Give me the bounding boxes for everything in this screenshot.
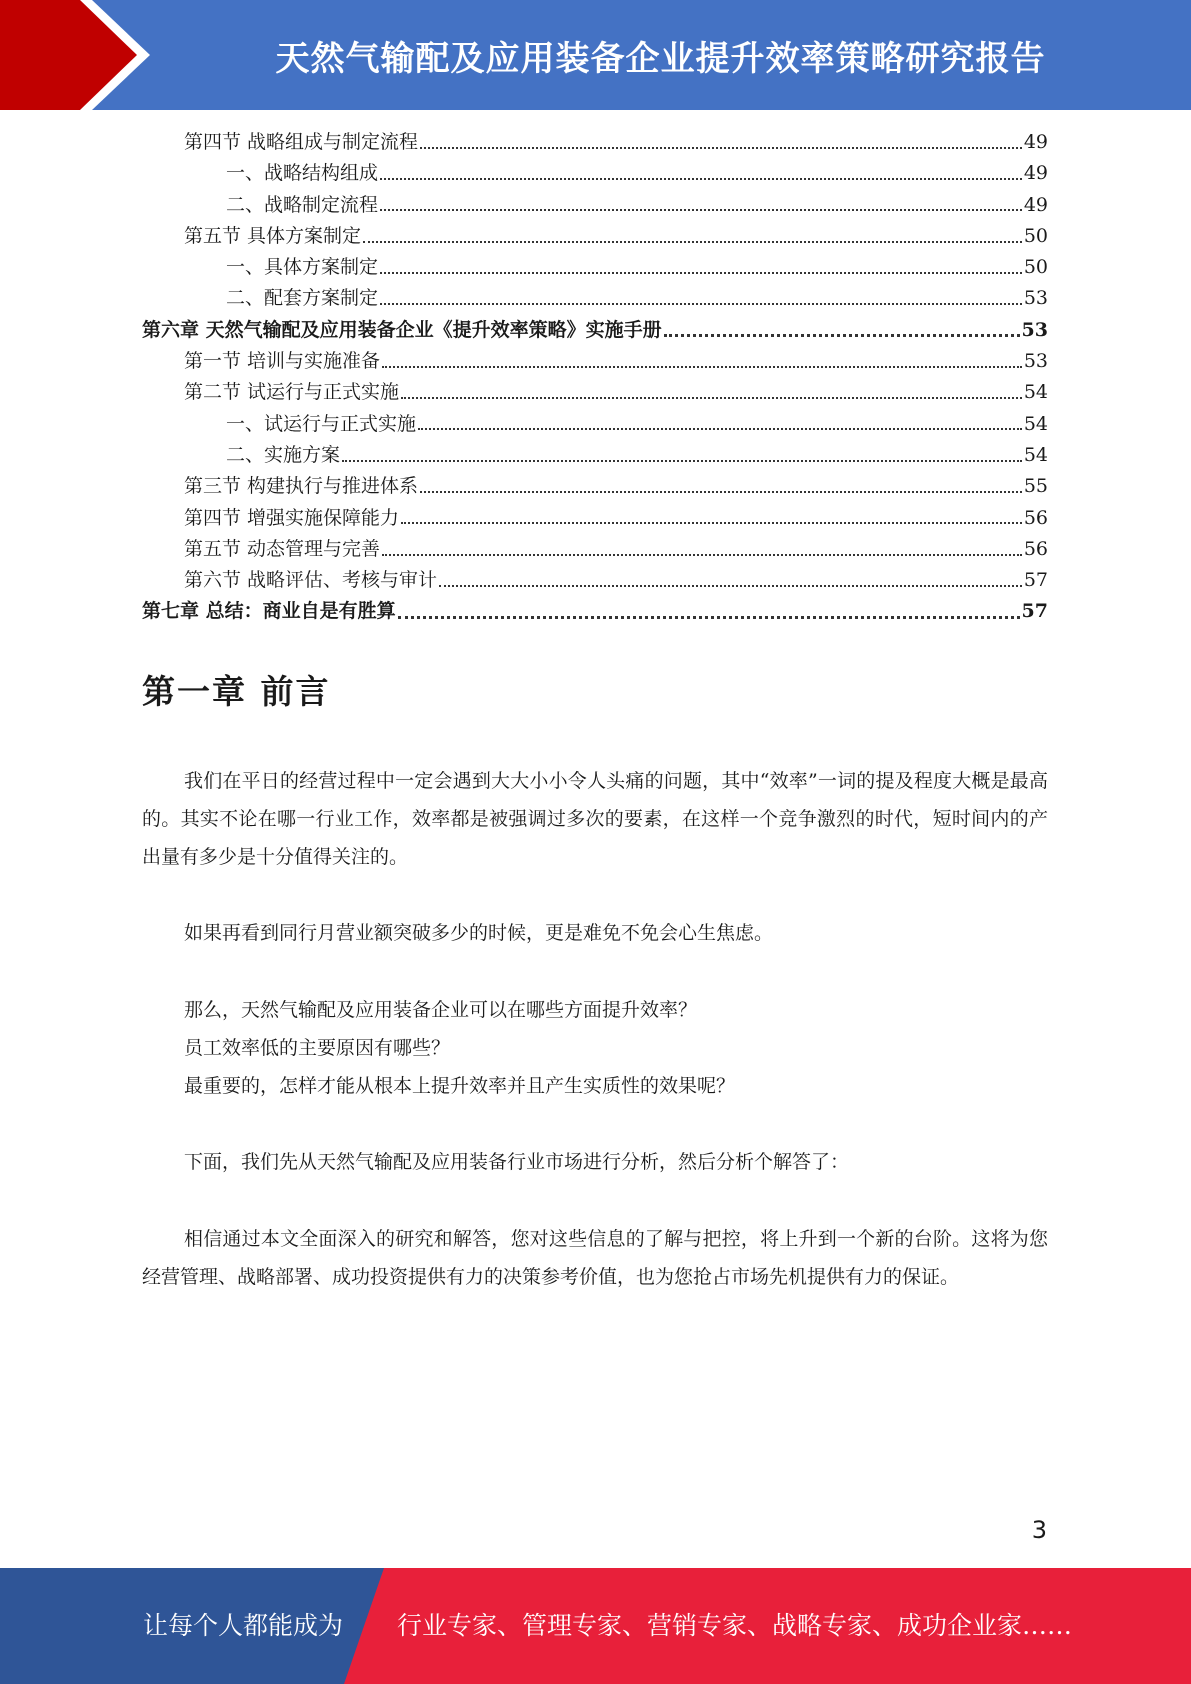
question-1: 那么，天然气输配及应用装备企业可以在哪些方面提升效率？: [184, 999, 698, 1021]
toc-entry-title: 第二节 试运行与正式实施: [184, 381, 400, 404]
toc-dot-leader: [398, 616, 1020, 619]
toc-page-number: 53: [1023, 287, 1048, 310]
toc-page-number: 50: [1023, 224, 1048, 247]
toc-section-entry[interactable]: [142, 565, 1048, 596]
toc-dot-leader: [401, 522, 1022, 524]
toc-dot-leader: [420, 491, 1022, 493]
toc-section-entry[interactable]: [142, 221, 1048, 252]
toc-page-number: 50: [1023, 256, 1048, 279]
paragraph-analysis: [142, 1143, 1048, 1181]
toc-entry-title: 第六节 战略评估、考核与审计: [184, 569, 438, 592]
toc-section-entry[interactable]: [142, 534, 1048, 565]
table-of-contents: [142, 127, 1048, 628]
page-footer: [0, 1568, 1191, 1684]
paragraph-text: 如果再看到同行月营业额突破多少的时候，更是难免不免会心生焦虑。: [184, 922, 774, 944]
toc-section-entry[interactable]: [142, 503, 1048, 534]
toc-section-entry[interactable]: [142, 377, 1048, 408]
toc-section-entry[interactable]: [142, 346, 1048, 377]
toc-entry-title: 二、实施方案: [226, 443, 341, 466]
report-title: 天然气输配及应用装备企业提升效率策略研究报告: [275, 38, 1046, 79]
toc-subsection-entry[interactable]: [142, 409, 1048, 440]
toc-page-number: 54: [1023, 381, 1048, 404]
page-header: [0, 0, 1191, 110]
paragraph-anxiety: [142, 914, 1048, 952]
toc-subsection-entry[interactable]: [142, 283, 1048, 314]
toc-subsection-entry[interactable]: [142, 252, 1048, 283]
toc-dot-leader: [342, 460, 1022, 462]
footer-slogan-left: 让每个人都能成为: [143, 1611, 344, 1640]
toc-page-number: 55: [1023, 475, 1048, 498]
paragraph-text: 我们在平日的经营过程中一定会遇到大大小小令人头痛的问题，其中“效率”一词的提及程度大概是最高的。其实不论在哪一行业工作，效率都是被强调过多次的要素，在这样一个竞争激烈的时代，短时间内的产出量有多少是十分值得关注的。: [142, 770, 1048, 868]
toc-subsection-entry[interactable]: [142, 158, 1048, 189]
question-3: 最重要的，怎样才能从根本上提升效率并且产生实质性的效果呢？: [184, 1075, 736, 1097]
toc-chapter-entry[interactable]: [142, 596, 1048, 627]
toc-entry-title: 第四节 战略组成与制定流程: [184, 131, 419, 153]
toc-page-number: 57: [1023, 569, 1048, 592]
red-chevron-decoration: [0, 0, 150, 110]
page-number: 3: [1031, 1516, 1047, 1544]
toc-entry-title: 第七章 总结：商业自是有胜算: [142, 600, 396, 623]
toc-section-entry[interactable]: [142, 471, 1048, 502]
toc-entry-title: 一、战略结构组成: [226, 162, 379, 185]
toc-dot-leader: [380, 178, 1022, 180]
toc-page-number: 49: [1023, 193, 1048, 216]
toc-page-number: 57: [1021, 600, 1048, 623]
toc-page-number: 49: [1023, 131, 1048, 153]
toc-page-number: 56: [1023, 537, 1048, 560]
toc-dot-leader: [382, 554, 1022, 556]
toc-subsection-entry[interactable]: [142, 190, 1048, 221]
toc-page-number: 54: [1023, 443, 1048, 466]
toc-dot-leader: [363, 241, 1022, 243]
toc-chapter-entry[interactable]: [142, 315, 1048, 346]
toc-entry-title: 二、配套方案制定: [226, 287, 379, 310]
toc-dot-leader: [380, 272, 1022, 274]
toc-dot-leader: [664, 334, 1020, 337]
toc-entry-title: 第五节 具体方案制定: [184, 224, 362, 247]
toc-entry-title: 二、战略制定流程: [226, 193, 379, 216]
toc-entry-title: 第五节 动态管理与完善: [184, 537, 381, 560]
toc-page-number: 56: [1023, 506, 1048, 529]
paragraph-text: 相信通过本文全面深入的研究和解答，您对这些信息的了解与把控，将上升到一个新的台阶。这将为您经营管理、战略部署、成功投资提供有力的决策参考价值，也为您抢占市场先机提供有力的保证。: [142, 1228, 1048, 1288]
paragraph-conclusion: [142, 1220, 1048, 1296]
toc-dot-leader: [401, 397, 1022, 399]
toc-page-number: 53: [1021, 318, 1048, 341]
footer-slogan-right: 行业专家、管理专家、营销专家、战略专家、成功企业家……: [397, 1611, 1073, 1640]
toc-entry-title: 第六章 天然气输配及应用装备企业《提升效率策略》实施手册: [142, 318, 662, 341]
toc-dot-leader: [420, 147, 1022, 149]
toc-entry-title: 第一节 培训与实施准备: [184, 350, 381, 373]
toc-entry-title: 一、具体方案制定: [226, 256, 379, 279]
chapter-heading: 第一章 前言: [142, 672, 331, 711]
toc-page-number: 49: [1023, 162, 1048, 185]
toc-dot-leader: [380, 209, 1022, 211]
toc-dot-leader: [382, 366, 1022, 368]
toc-entry-title: 第三节 构建执行与推进体系: [184, 475, 419, 498]
toc-entry-title: 一、试运行与正式实施: [226, 412, 417, 435]
paragraph-intro: [142, 762, 1048, 876]
toc-section-entry[interactable]: [142, 127, 1048, 158]
toc-entry-title: 第四节 增强实施保障能力: [184, 506, 400, 529]
toc-subsection-entry[interactable]: [142, 440, 1048, 471]
toc-dot-leader: [380, 303, 1022, 305]
paragraph-questions: [142, 991, 1048, 1105]
toc-dot-leader: [439, 585, 1022, 587]
question-2: 员工效率低的主要原因有哪些？: [184, 1037, 451, 1059]
toc-page-number: 53: [1023, 350, 1048, 373]
toc-page-number: 54: [1023, 412, 1048, 435]
paragraph-text: 下面，我们先从天然气输配及应用装备行业市场进行分析，然后分析个解答了：: [184, 1151, 850, 1173]
toc-dot-leader: [418, 428, 1022, 430]
